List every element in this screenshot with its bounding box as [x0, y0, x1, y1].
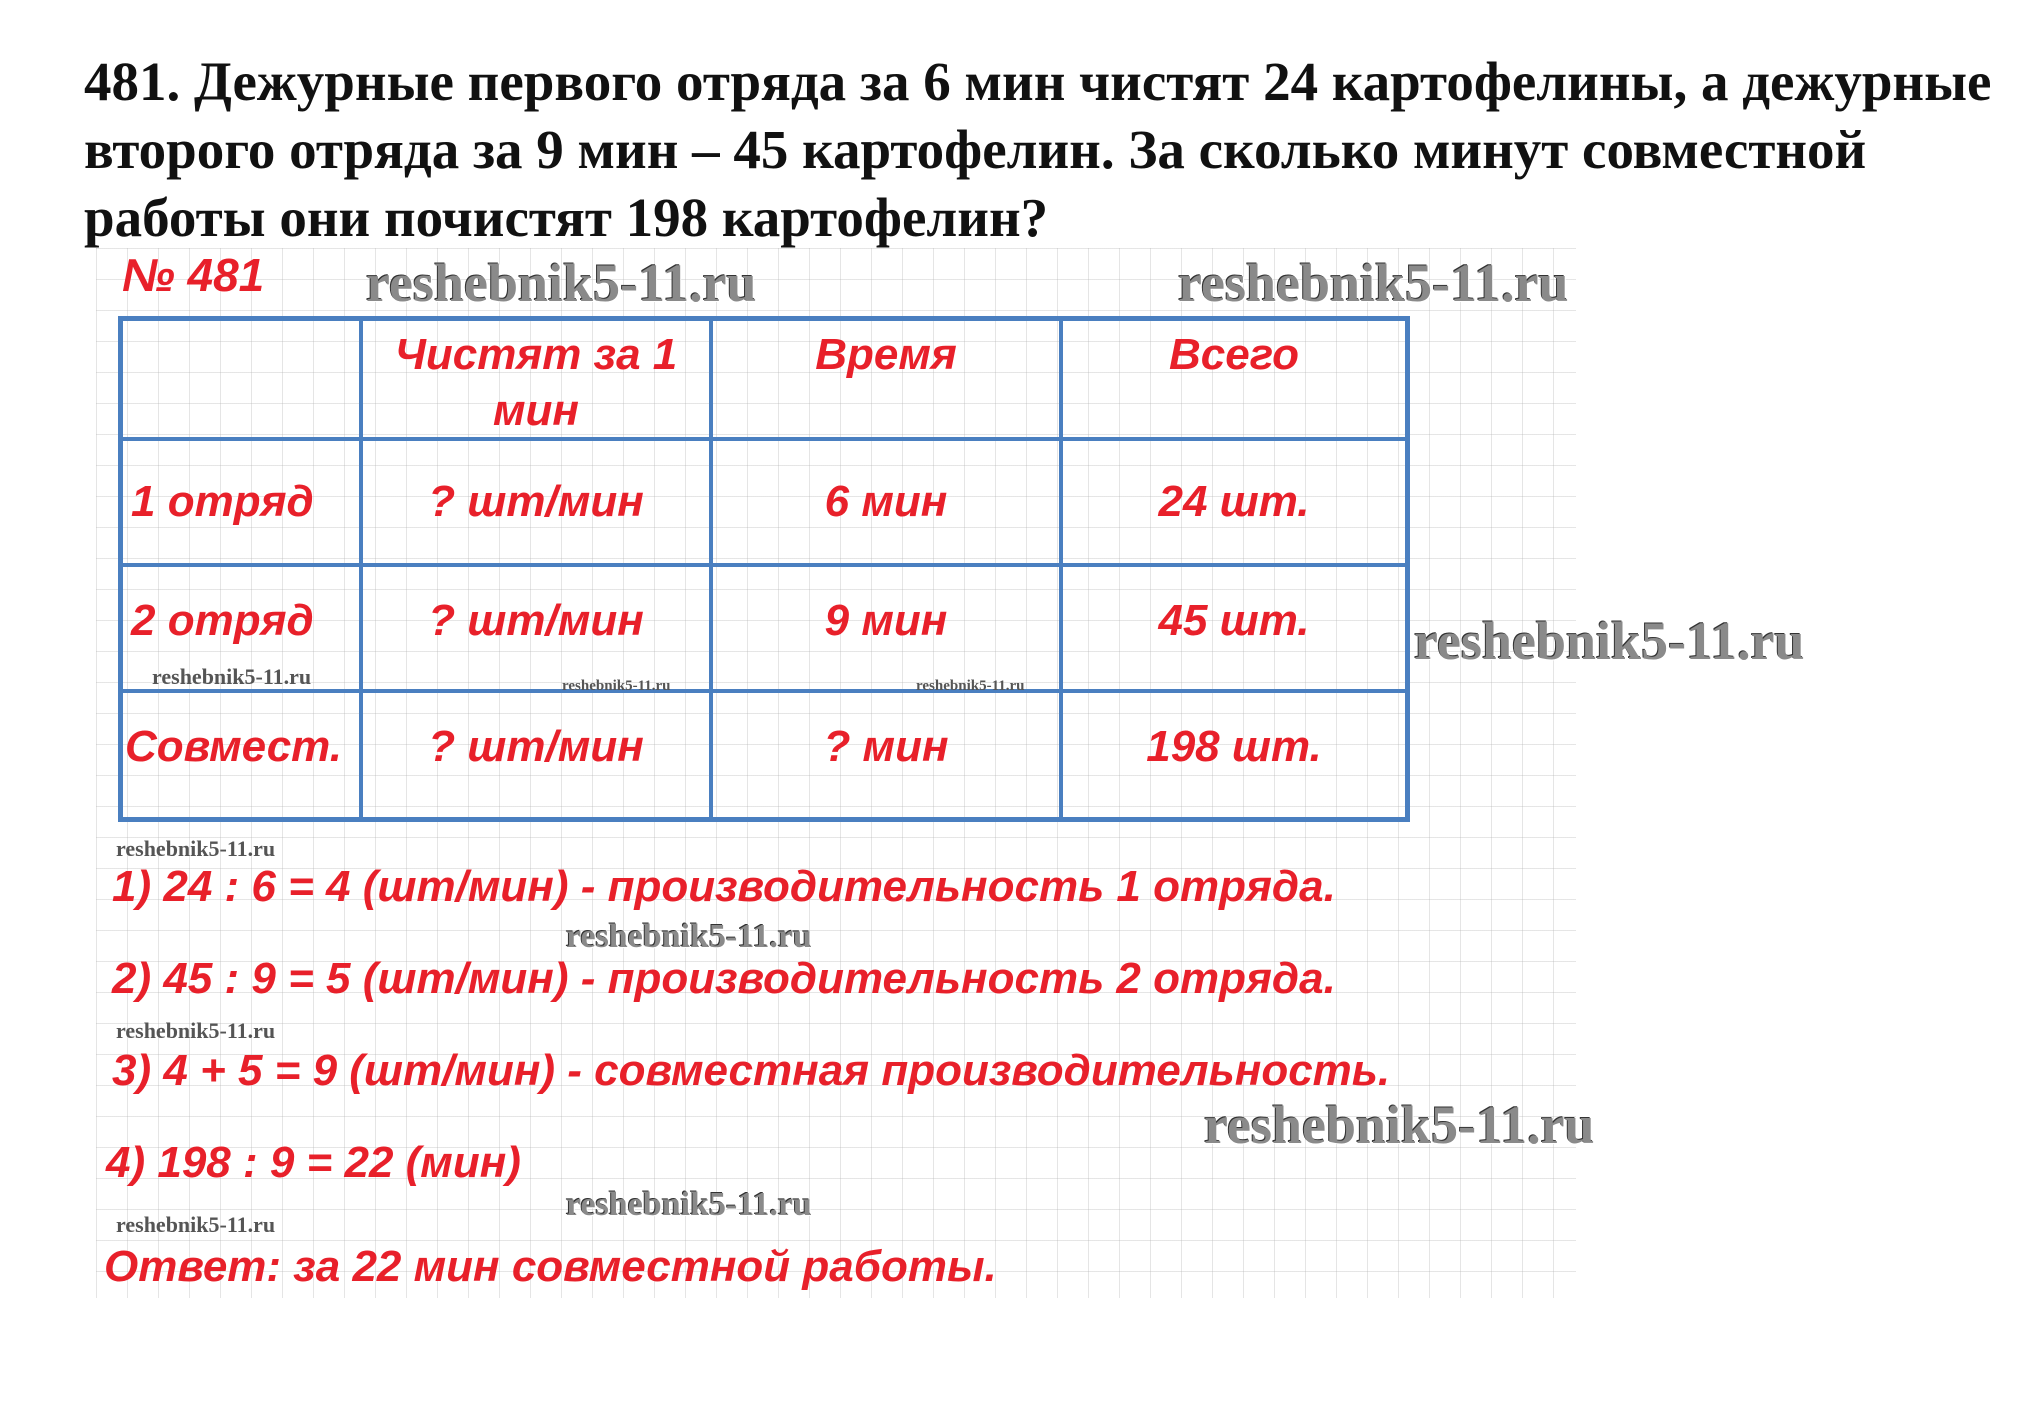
- table-cell: 24 шт.: [1063, 441, 1405, 567]
- watermark: reshebnik5-11.ru: [566, 1186, 812, 1223]
- watermark: reshebnik5-11.ru: [916, 678, 1025, 694]
- solution-step: 3) 4 + 5 = 9 (шт/мин) - совместная производительность.: [112, 1046, 1391, 1095]
- table-cell: 6 мин: [713, 441, 1063, 567]
- table-header-cell: Всего: [1063, 321, 1405, 441]
- watermark: reshebnik5-11.ru: [562, 678, 671, 694]
- watermark: reshebnik5-11.ru: [366, 253, 757, 313]
- solution-step: 4) 198 : 9 = 22 (мин): [106, 1138, 521, 1187]
- problem-statement: 481. Дежурные первого отряда за 6 мин чистят 24 картофелины, а дежурные второго отряда за 9 мин – 45 картофелин. За сколько минут совместной работы они почистят 198 картофелин?: [84, 51, 1992, 248]
- table-cell: 45 шт.: [1063, 567, 1405, 693]
- problem-table: [118, 316, 1410, 822]
- watermark: reshebnik5-11.ru: [1204, 1095, 1595, 1155]
- watermark: reshebnik5-11.ru: [152, 664, 312, 689]
- watermark: reshebnik5-11.ru: [1414, 611, 1805, 671]
- table-header-cell: Время: [713, 321, 1063, 441]
- watermark: reshebnik5-11.ru: [1178, 253, 1569, 313]
- table-row-label: 2 отряд: [123, 567, 363, 693]
- table-row-label: Совмест.: [123, 693, 363, 817]
- watermark: reshebnik5-11.ru: [566, 918, 812, 955]
- table-header-cell: Чистят за 1 мин: [363, 321, 713, 441]
- watermark: reshebnik5-11.ru: [116, 1212, 276, 1237]
- table-cell: ? шт/мин: [363, 441, 713, 567]
- solution-step: 1) 24 : 6 = 4 (шт/мин) - производительность 1 отряда.: [112, 862, 1336, 911]
- table-cell: ? шт/мин: [363, 567, 713, 693]
- task-number: № 481: [122, 249, 265, 301]
- solution-step: 2) 45 : 9 = 5 (шт/мин) - производительность 2 отряда.: [112, 954, 1336, 1003]
- table-cell: ? шт/мин: [363, 693, 713, 817]
- table-cell: 9 мин: [713, 567, 1063, 693]
- watermark: reshebnik5-11.ru: [116, 1018, 276, 1043]
- table-cell: ? мин: [713, 693, 1063, 817]
- table-header-cell: [123, 321, 363, 441]
- watermark: reshebnik5-11.ru: [116, 836, 276, 861]
- table-row-label: 1 отряд: [123, 441, 363, 567]
- solution-answer: Ответ: за 22 мин совместной работы.: [104, 1242, 997, 1291]
- table-cell: 198 шт.: [1146, 722, 1322, 771]
